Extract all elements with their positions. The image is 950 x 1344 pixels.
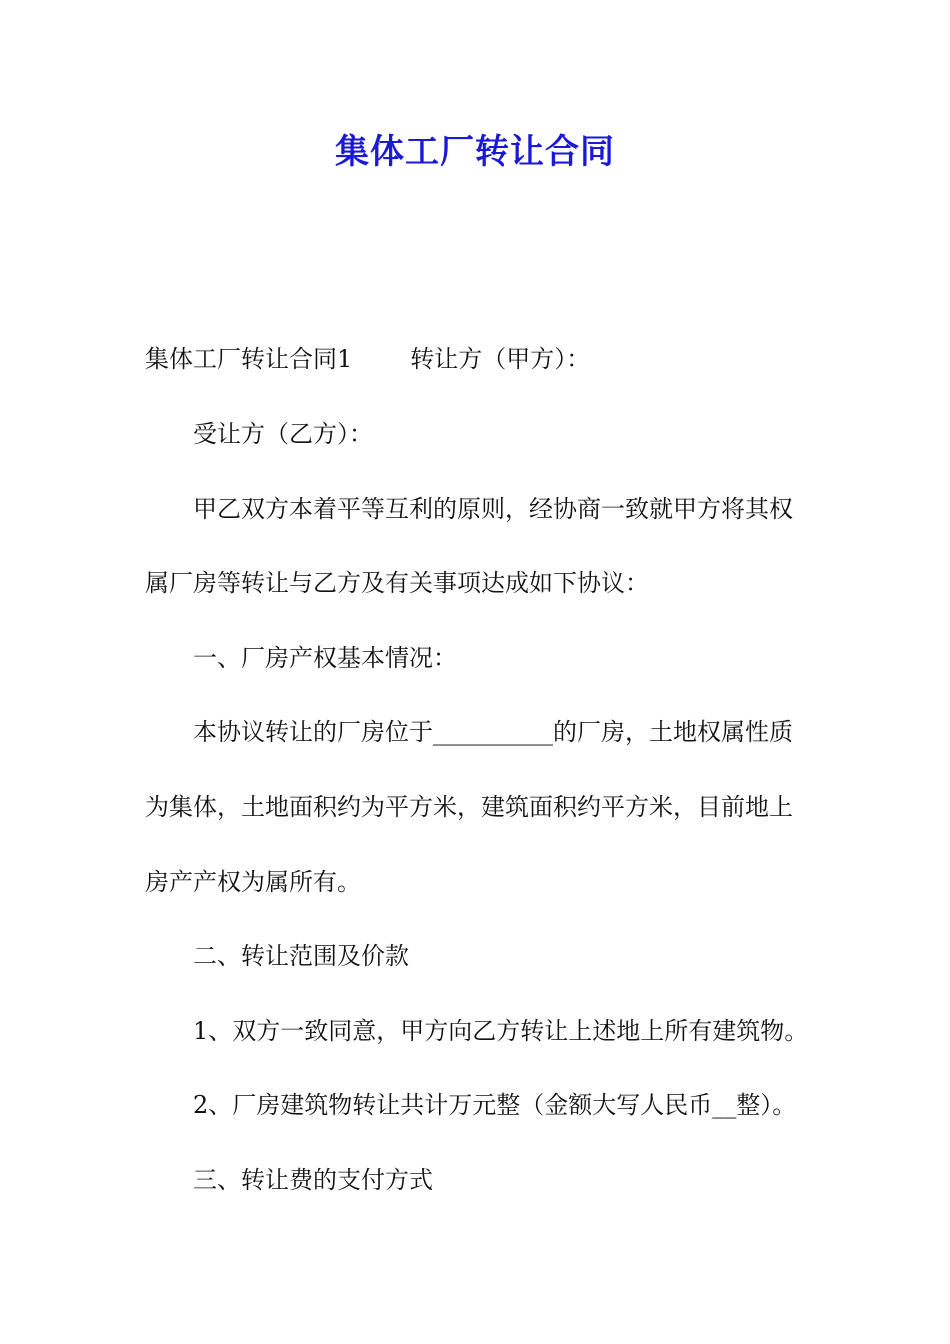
clause-2-2: 2、厂房建筑物转让共计万元整（金额大写人民币__整）。 [193, 1091, 797, 1119]
contract-heading-line [145, 342, 590, 376]
clause-2-1: 1、双方一致同意，甲方向乙方转让上述地上所有建筑物。 [193, 1017, 809, 1045]
paragraph-intro-line-1: 甲乙双方本着平等互利的原则，经协商一致就甲方将其权 [193, 495, 793, 523]
contract-number-label: 集体工厂转让合同1 [145, 345, 353, 373]
transferee-label: 受让方（乙方）： [193, 420, 373, 448]
paragraph-property-line-1: 本协议转让的厂房位于__________的厂房，土地权属性质 [193, 718, 793, 746]
section-heading-2: 二、转让范围及价款 [193, 942, 409, 970]
paragraph-property-line-2: 为集体，土地面积约为平方米，建筑面积约平方米，目前地上 [145, 793, 793, 821]
document-title: 集体工厂转让合同 [335, 132, 615, 172]
paragraph-intro-line-2: 属厂房等转让与乙方及有关事项达成如下协议： [145, 569, 649, 597]
section-heading-1: 一、厂房产权基本情况： [193, 644, 457, 672]
transferor-label: 转让方（甲方）： [410, 345, 591, 373]
section-heading-3: 三、转让费的支付方式 [193, 1166, 433, 1194]
paragraph-property-line-3: 房产产权为属所有。 [145, 868, 361, 896]
